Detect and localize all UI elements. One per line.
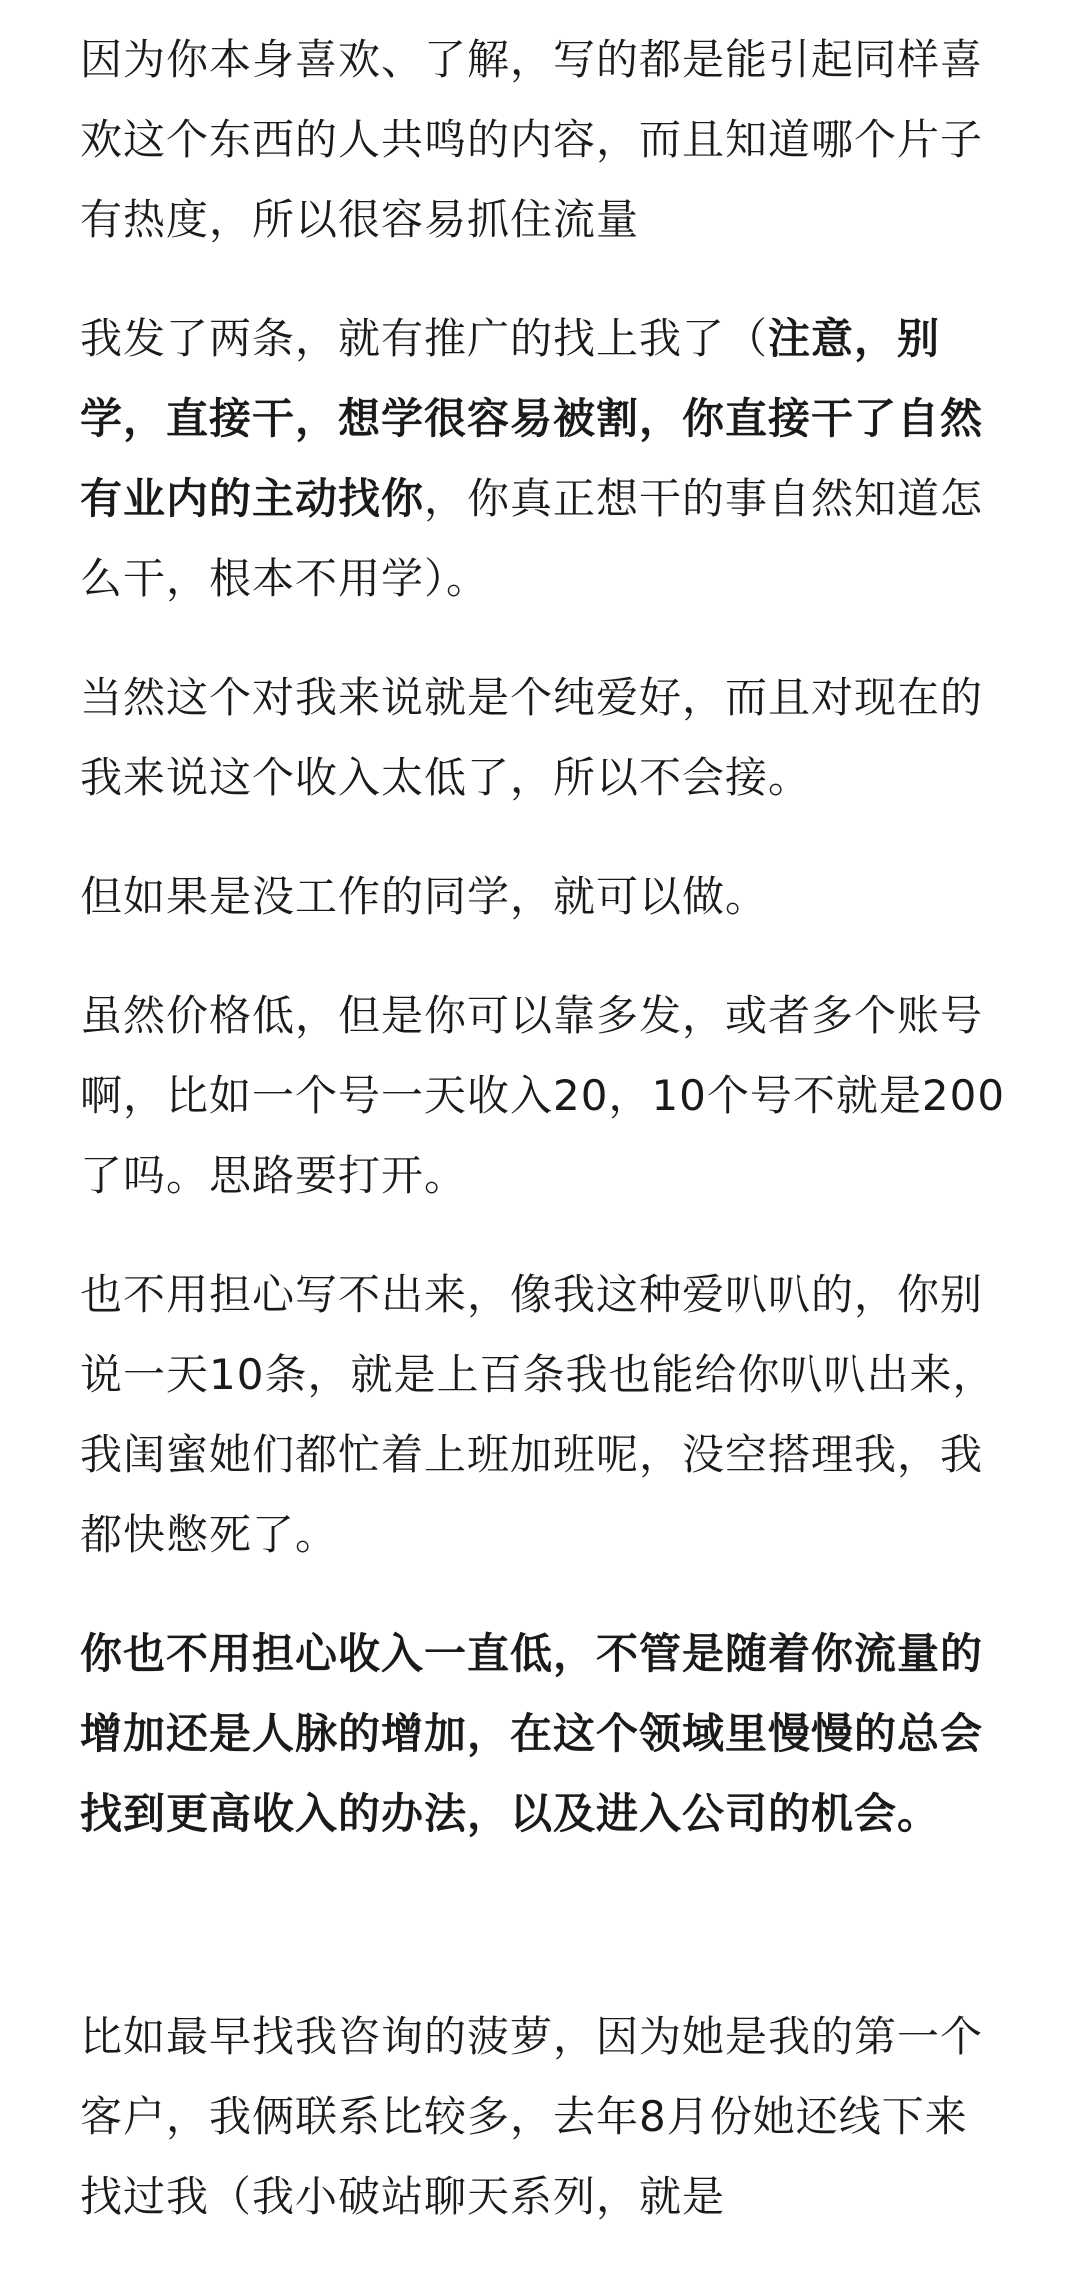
paragraph-1: 因为你本身喜欢、了解，写的都是能引起同样喜欢这个东西的人共鸣的内容，而且知道哪个片子有热度，所以很容易抓住流量 [80, 35, 984, 244]
paragraph-8: 比如最早找我咨询的菠萝，因为她是我的第一个客户，我俩联系比较多，去年8月份她还线下来找过我（我小破站聊天系列，就是 [80, 2012, 984, 2221]
paragraph-2-text-end: ，你真正想干的事自然知道怎么干，根本不用学）。 [80, 474, 984, 603]
paragraph-5: 虽然价格低，但是你可以靠多发，或者多个账号啊，比如一个号一天收入20，10个号不就是200了吗。思路要打开。 [80, 991, 1006, 1200]
paragraph-4: 但如果是没工作的同学，就可以做。 [80, 872, 769, 921]
paragraph-2-text-start: 我发了两条，就有推广的找上我了（ [80, 314, 769, 363]
paragraph-3: 当然这个对我来说就是个纯爱好，而且对现在的我来说这个收入太低了，所以不会接。 [80, 673, 984, 802]
article-body [80, 20, 1010, 2276]
paragraph-2 [80, 299, 1010, 619]
paragraph-7-bold: 你也不用担心收入一直低，不管是随着你流量的增加还是人脉的增加，在这个领域里慢慢的总会找到更高收入的办法，以及进入公司的机会。 [80, 1629, 984, 1838]
paragraph-2-bold-text: 注意，别学，直接干，想学很容易被割，你直接干了自然有业内的主动找你 [80, 314, 984, 523]
paragraph-6: 也不用担心写不出来，像我这种爱叭叭的，你别说一天10条，就是上百条我也能给你叭叭出来，我闺蜜她们都忙着上班加班呢，没空搭理我，我都快憋死了。 [80, 1270, 996, 1559]
paragraph-spacer [80, 1893, 1010, 1997]
